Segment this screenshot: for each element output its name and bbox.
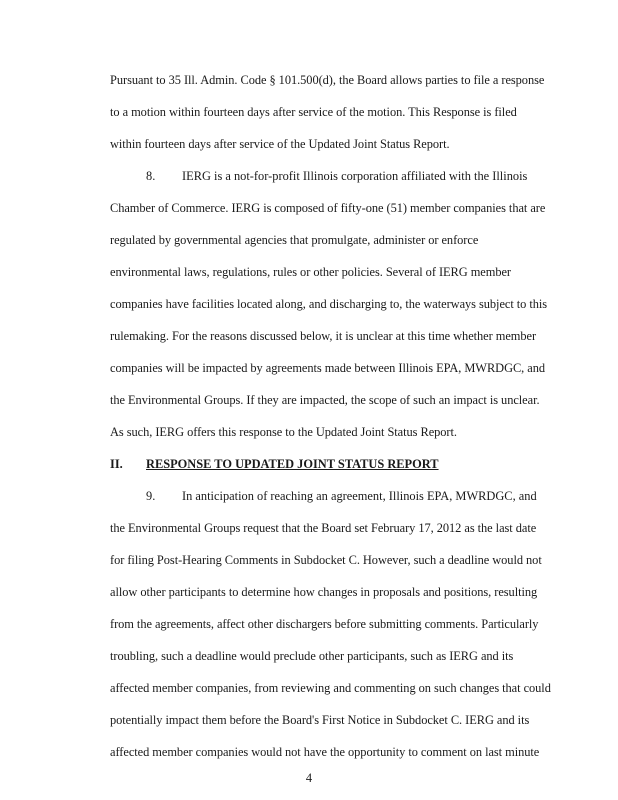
text-line: the Environmental Groups. If they are impacted, the scope of such an impact is unclear. bbox=[110, 393, 540, 407]
text-line: companies have facilities located along, and discharging to, the waterways subject to this bbox=[110, 297, 548, 311]
paragraph-number: 8. bbox=[146, 169, 156, 183]
text-line: from the agreements, affect other dischargers before submitting comments. Particularly bbox=[110, 617, 539, 631]
text-line: Pursuant to 35 Ill. Admin. Code § 101.500(d), the Board allows parties to file a response bbox=[110, 73, 545, 87]
text-line: IERG is a not-for-profit Illinois corporation affiliated with the Illinois bbox=[182, 169, 528, 183]
text-line: for filing Post-Hearing Comments in Subdocket C. However, such a deadline would not bbox=[110, 553, 542, 567]
text-line: affected member companies, from reviewing and commenting on such changes that could bbox=[110, 681, 551, 695]
text-line: environmental laws, regulations, rules or other policies. Several of IERG member bbox=[110, 265, 511, 279]
text-line: the Environmental Groups request that the Board set February 17, 2012 as the last date bbox=[110, 521, 537, 535]
section-heading: RESPONSE TO UPDATED JOINT STATUS REPORT bbox=[146, 457, 439, 471]
text-line: affected member companies would not have the opportunity to comment on last minute bbox=[110, 745, 540, 759]
text-line: Chamber of Commerce. IERG is composed of fifty-one (51) member companies that are bbox=[110, 201, 546, 215]
text-line: to a motion within fourteen days after service of the motion. This Response is filed bbox=[110, 105, 517, 119]
page-number: 4 bbox=[305, 771, 313, 785]
text-line: potentially impact them before the Board's First Notice in Subdocket C. IERG and its bbox=[110, 713, 530, 727]
text-line: rulemaking. For the reasons discussed below, it is unclear at this time whether member bbox=[110, 329, 537, 343]
section-number: II. bbox=[110, 457, 123, 471]
text-line: within fourteen days after service of the Updated Joint Status Report. bbox=[110, 137, 450, 151]
text-line: In anticipation of reaching an agreement, Illinois EPA, MWRDGC, and bbox=[182, 489, 537, 503]
text-line: allow other participants to determine how changes in proposals and positions, resulting bbox=[110, 585, 538, 599]
text-line: regulated by governmental agencies that promulgate, administer or enforce bbox=[110, 233, 479, 247]
paragraph-number: 9. bbox=[146, 489, 156, 503]
text-line: As such, IERG offers this response to the Updated Joint Status Report. bbox=[110, 425, 457, 439]
text-line: companies will be impacted by agreements made between Illinois EPA, MWRDGC, and bbox=[110, 361, 546, 375]
text-line: troubling, such a deadline would preclude other participants, such as IERG and its bbox=[110, 649, 514, 663]
